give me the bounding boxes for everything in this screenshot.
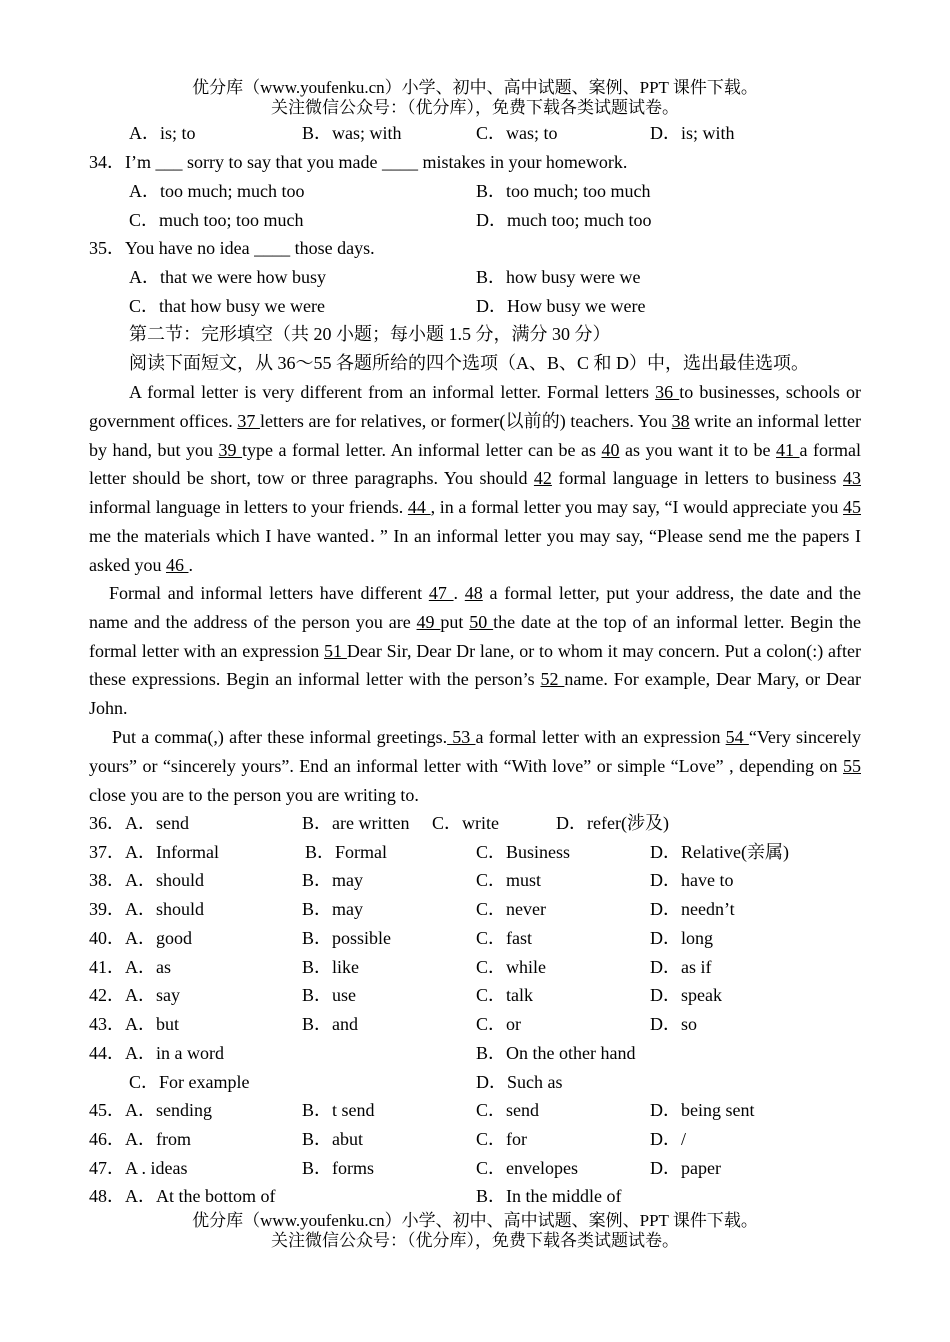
- q37-option-b: B．Formal: [305, 842, 388, 862]
- passage-text: me the materials which I have wanted．” In an informal letter you may say, “Please send me the papers I asked you: [89, 525, 861, 575]
- q44-option-a: 44．A．in a word: [89, 1043, 224, 1063]
- cloze-blank: 53: [447, 727, 476, 747]
- cloze-blank: 55: [843, 755, 861, 776]
- q42-option-b: B．use: [302, 985, 356, 1005]
- passage-paragraph-3: [89, 723, 861, 809]
- q42-option-d: D．speak: [650, 985, 722, 1005]
- passage-text: name. For example, Dear Mary, or Dear John.: [89, 669, 862, 719]
- q37-option-c: C．Business: [476, 842, 571, 862]
- cloze-blank: 43: [843, 468, 861, 489]
- cloze-blank: 51: [324, 640, 347, 661]
- passage-text: informal language in letters to your friends.: [89, 497, 408, 518]
- q43-option-b: B．and: [302, 1014, 358, 1034]
- q39-option-b: B．may: [302, 899, 363, 919]
- cloze-blank: 54: [725, 727, 749, 747]
- q40-option-d: D．long: [650, 928, 713, 948]
- q36-option-d: D．refer(涉及): [556, 813, 669, 833]
- passage-text: a formal letter should be short, tow or three paragraphs. You should: [89, 439, 862, 489]
- cloze-blank: 50: [469, 611, 494, 632]
- q40-option-b: B．possible: [302, 928, 392, 948]
- q34-option-a: A．too much; much too: [129, 181, 305, 201]
- q46-option-b: B．abut: [302, 1129, 363, 1149]
- passage-text: , in a formal letter you may say, “I would appreciate you: [430, 497, 843, 518]
- q45-option-a: 45．A．sending: [89, 1100, 212, 1120]
- q45-option-d: D．being sent: [650, 1100, 755, 1120]
- section-instruction: 阅读下面短文，从 36～55 各题所给的四个选项（A、B、C 和 D）中，选出最佳选项。: [129, 353, 810, 373]
- q38-option-b: B．may: [302, 870, 363, 890]
- footer-line-1: 优分库（www.youfenku.cn）小学、初中、高中试题、案例、PPT 课件下载。: [192, 1211, 758, 1230]
- cloze-blank: 52: [540, 669, 565, 690]
- passage-paragraph-2: [89, 579, 861, 723]
- q41-option-c: C．while: [476, 957, 546, 977]
- q45-option-c: C．send: [476, 1100, 539, 1120]
- q33-option-a: A．is; to: [129, 123, 196, 143]
- passage-text: as you want it to be: [619, 439, 777, 460]
- passage-text: a formal letter, put your address, the date and the name and the address of the person you are: [89, 583, 862, 632]
- passage-text: .: [188, 554, 193, 575]
- q43-option-d: D．so: [650, 1014, 698, 1034]
- q33-option-c: C．was; to: [476, 123, 558, 143]
- cloze-blank: 36: [655, 382, 680, 402]
- q34-option-b: B．too much; too much: [476, 181, 651, 201]
- passage-text: Dear Sir, Dear Dr lane, or to whom it may concern. Put a colon(:) after these expressions. Begin an informal letter with the person’s: [89, 640, 861, 690]
- q40-option-c: C．fast: [476, 928, 532, 948]
- q46-option-c: C．for: [476, 1129, 527, 1149]
- q39-option-d: D．needn’t: [650, 899, 735, 919]
- q44-option-c: C．For example: [129, 1072, 250, 1092]
- q47-option-b: B．forms: [302, 1158, 374, 1178]
- q45-option-b: B．t send: [302, 1100, 375, 1120]
- q41-option-d: D．as if: [650, 957, 712, 977]
- q38-option-a: 38．A．should: [89, 870, 205, 890]
- q34-option-c: C．much too; too much: [129, 210, 304, 230]
- q38-option-c: C．must: [476, 870, 542, 890]
- cloze-blank: 37: [237, 410, 260, 431]
- q37-option-d: D．Relative(亲属): [650, 842, 789, 862]
- q42-option-c: C．talk: [476, 985, 533, 1005]
- passage-text: write an informal letter by hand, but you: [89, 410, 861, 460]
- cloze-blank: 49: [416, 611, 441, 632]
- footer-line-2: 关注微信公众号：（优分库），免费下载各类试题试卷。: [271, 1231, 679, 1250]
- q34-option-d: D．much too; much too: [476, 210, 652, 230]
- q36-option-b: B．are written: [302, 813, 410, 833]
- passage-text: “Very sincerely yours” or “sincerely yours”. End an informal letter with “With love” or simple “Love” , depending on: [89, 727, 862, 776]
- q39-option-c: C．never: [476, 899, 546, 919]
- cloze-blank: 41: [776, 439, 800, 460]
- q39-option-a: 39．A．should: [89, 899, 205, 919]
- q40-option-a: 40．A．good: [89, 928, 192, 948]
- passage-paragraph-1: [89, 378, 861, 580]
- passage-text: .: [453, 583, 465, 603]
- q35-option-d: D．How busy we were: [476, 296, 646, 316]
- passage-text: a formal letter with an expression: [475, 727, 726, 747]
- q36-option-c: C．write: [432, 813, 499, 833]
- q33-option-b: B．was; with: [302, 123, 402, 143]
- q35-option-a: A．that we were how busy: [129, 267, 326, 287]
- q47-option-d: D．paper: [650, 1158, 721, 1178]
- q43-option-a: 43．A．but: [89, 1014, 179, 1034]
- cloze-blank: 44: [407, 497, 431, 518]
- q47-option-c: C．envelopes: [476, 1158, 578, 1178]
- passage-text: A formal letter is very different from an informal letter. Formal letters: [129, 382, 656, 402]
- passage-text: put: [440, 611, 470, 632]
- q37-option-a: 37．A．Informal: [89, 842, 219, 862]
- passage-text: formal language in letters to business: [551, 468, 843, 489]
- q38-option-d: D．have to: [650, 870, 734, 890]
- passage-text: letters are for relatives, or former(以前的) teachers. You: [259, 410, 672, 431]
- cloze-blank: 46: [165, 554, 189, 575]
- q46-option-a: 46．A．from: [89, 1129, 191, 1149]
- header-line-1: 优分库（www.youfenku.cn）小学、初中、高中试题、案例、PPT 课件下载。: [192, 78, 758, 97]
- passage-text: to businesses, schools or government offices.: [89, 382, 861, 431]
- passage-text: close you are to the person you are writing to.: [89, 784, 419, 805]
- cloze-blank: 40: [601, 439, 620, 460]
- q33-option-d: D．is; with: [650, 123, 735, 143]
- q34-stem: 34．I’m ___ sorry to say that you made ____ mistakes in your homework.: [89, 152, 628, 172]
- passage-text: the date at the top of an informal letter. Begin the formal letter with an expression: [89, 611, 862, 661]
- q44-option-d: D．Such as: [476, 1072, 563, 1092]
- q41-option-b: B．like: [302, 957, 359, 977]
- cloze-blank: 45: [843, 497, 861, 518]
- section-title: 第二节：完形填空（共 20 小题；每小题 1.5 分，满分 30 分）: [129, 324, 611, 344]
- cloze-blank: 48: [464, 583, 483, 603]
- q47-option-a: 47．A . ideas: [89, 1158, 188, 1178]
- q35-option-b: B．how busy were we: [476, 267, 641, 287]
- q43-option-c: C．or: [476, 1014, 521, 1034]
- q35-stem: 35．You have no idea ____ those days.: [89, 238, 375, 258]
- q36-option-a: 36．A．send: [89, 813, 189, 833]
- q44-option-b: B．On the other hand: [476, 1043, 636, 1063]
- q46-option-d: D．/: [650, 1129, 686, 1149]
- cloze-blank: 39: [218, 439, 243, 460]
- cloze-blank: 42: [533, 468, 552, 489]
- cloze-blank: 47: [428, 583, 454, 603]
- header-line-2: 关注微信公众号：（优分库），免费下载各类试题试卷。: [271, 98, 679, 117]
- q41-option-a: 41．A．as: [89, 957, 171, 977]
- passage-text: type a formal letter. An informal letter can be as: [242, 439, 602, 460]
- passage-text: Formal and informal letters have different: [109, 583, 429, 603]
- q48-option-b: B．In the middle of: [476, 1186, 622, 1206]
- passage-text: Put a comma(,) after these informal greetings.: [112, 727, 448, 747]
- cloze-blank: 38: [671, 410, 690, 431]
- q35-option-c: C．that how busy we were: [129, 296, 325, 316]
- q42-option-a: 42．A．say: [89, 985, 180, 1005]
- q48-option-a: 48．A．At the bottom of: [89, 1186, 276, 1206]
